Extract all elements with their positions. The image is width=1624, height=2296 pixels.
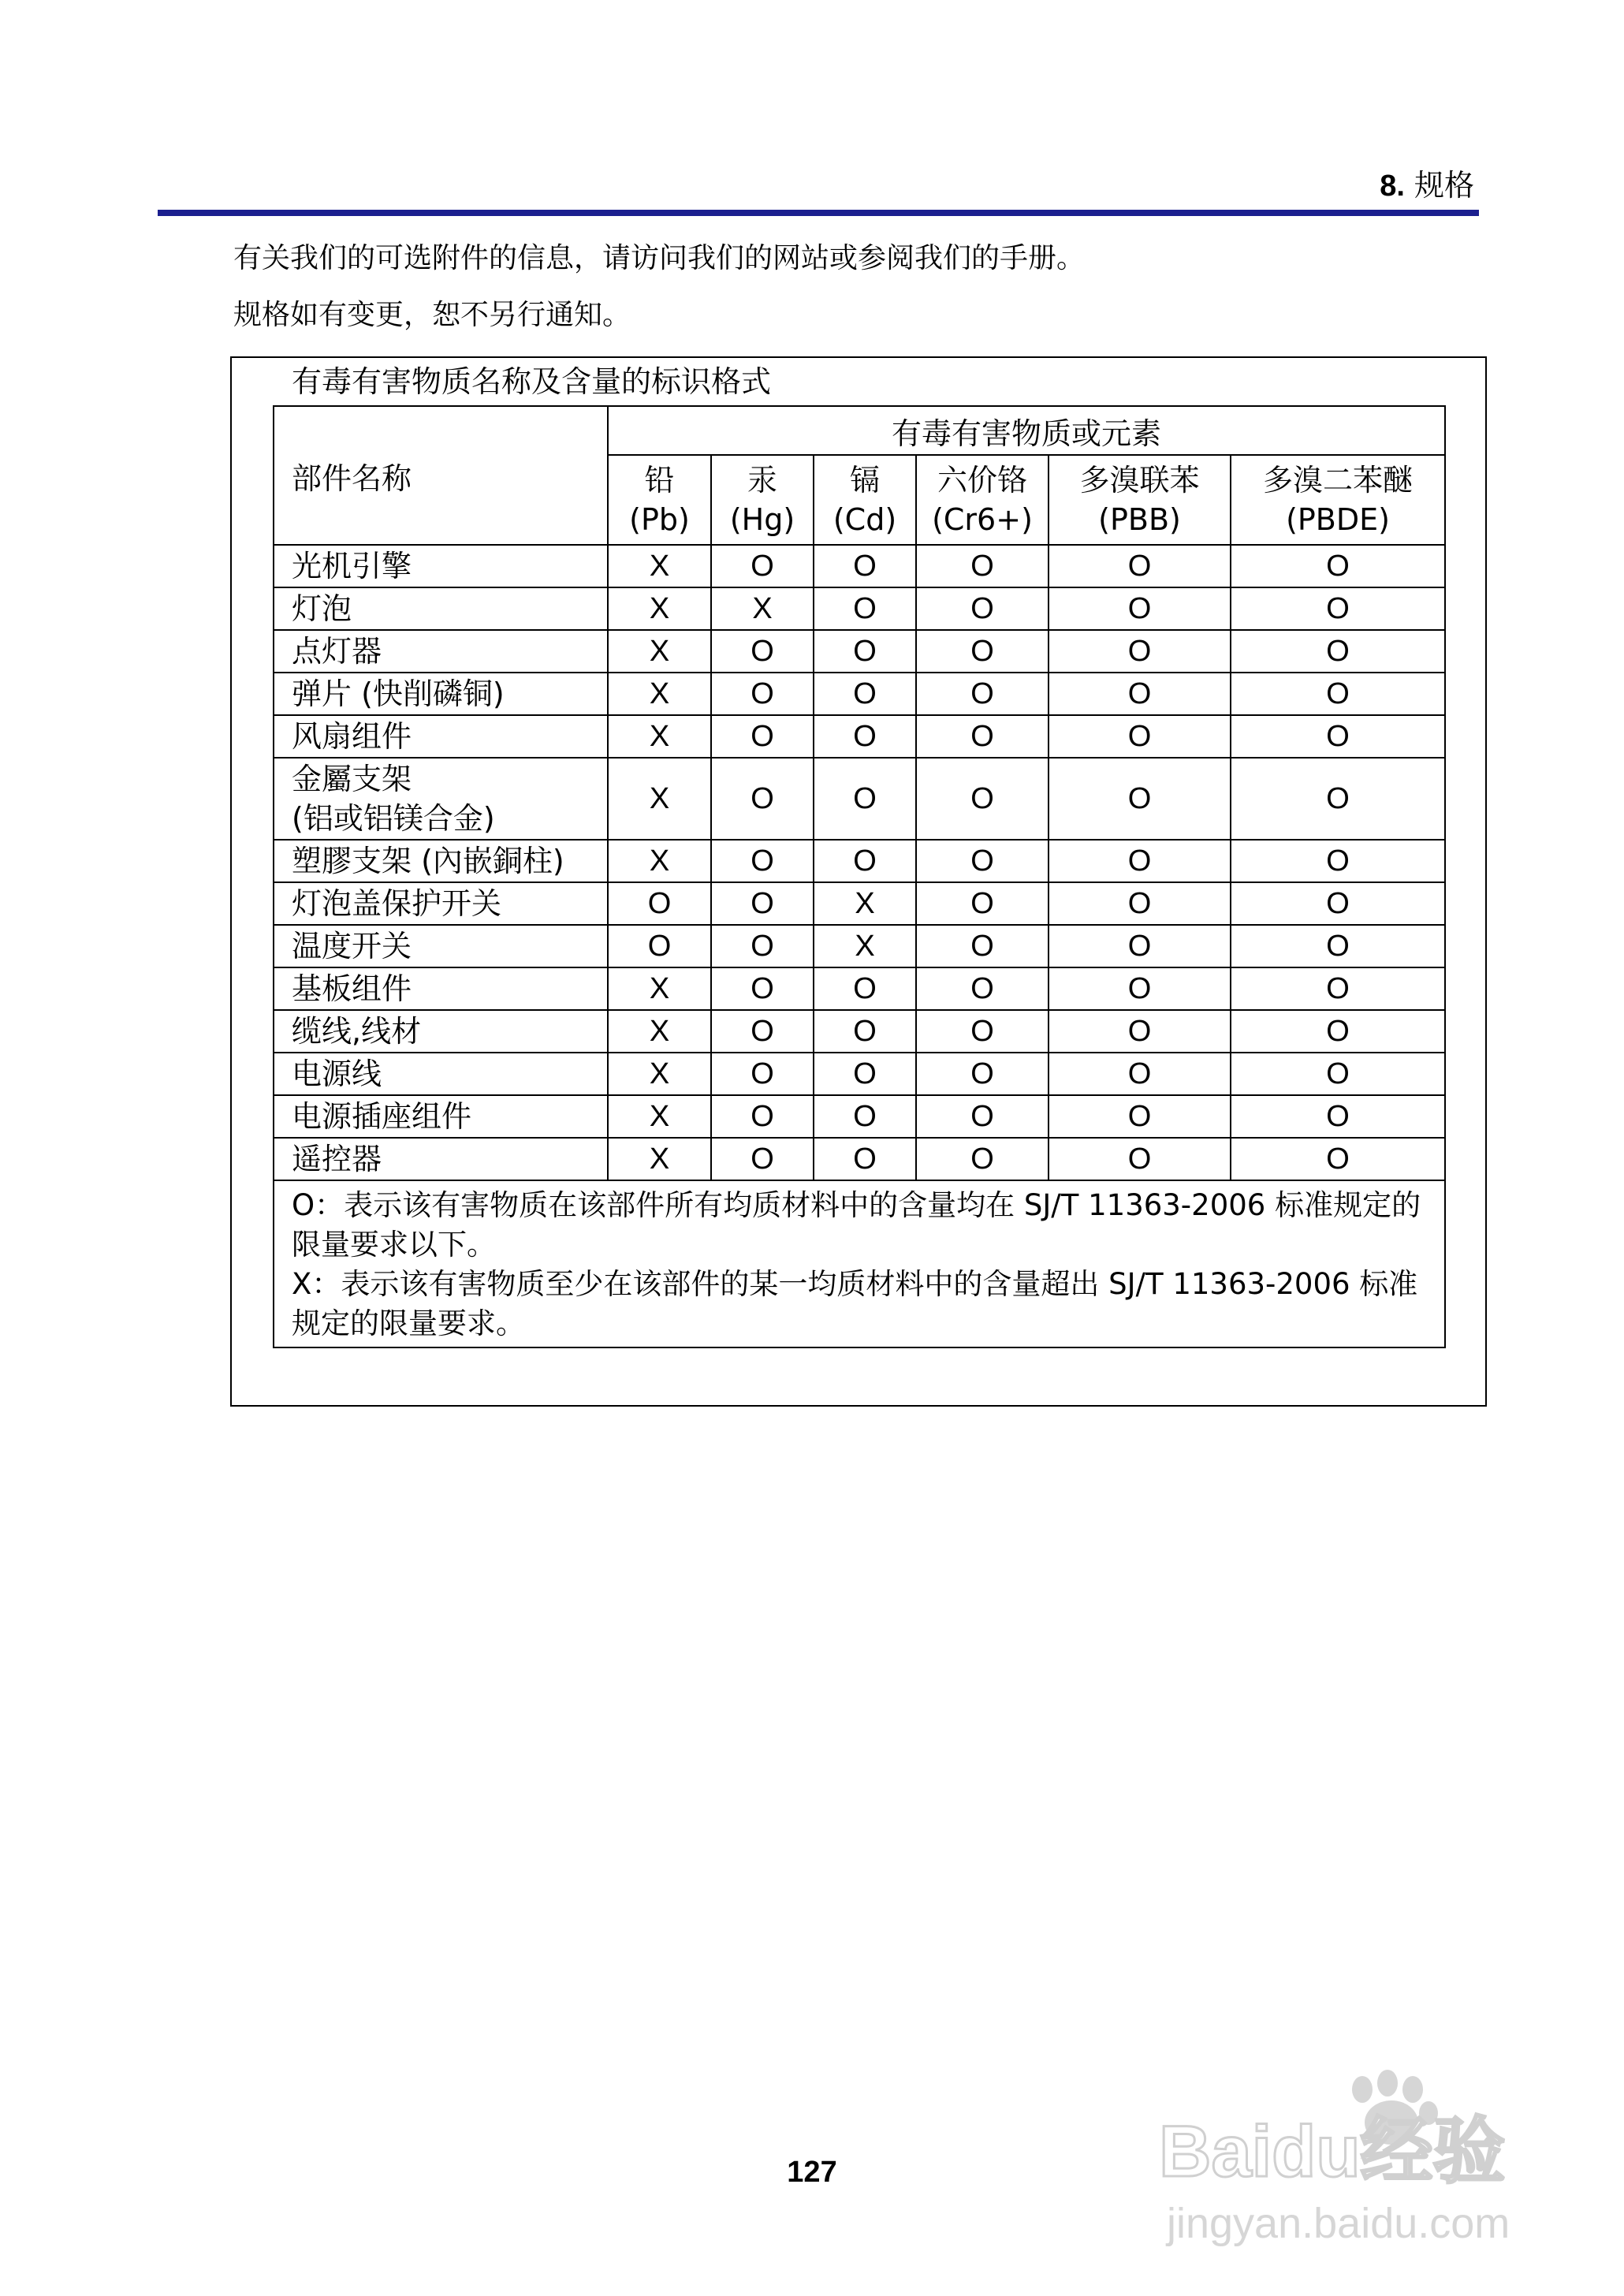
substance-mark-cell: O <box>1231 840 1445 882</box>
substance-mark-cell: O <box>916 1010 1049 1053</box>
part-name-cell: 塑膠支架 (內嵌銅柱) <box>274 840 608 882</box>
table-row <box>274 1053 1445 1095</box>
substance-mark-cell: O <box>916 587 1049 630</box>
substance-mark-cell: O <box>1049 715 1231 758</box>
substance-mark-cell: O <box>814 673 916 715</box>
part-name-cell: 风扇组件 <box>274 715 608 758</box>
element-header <box>711 455 814 545</box>
substance-mark-cell: O <box>608 882 711 925</box>
substance-mark-cell: O <box>1231 882 1445 925</box>
substance-mark-cell: X <box>814 882 916 925</box>
substance-mark-cell: O <box>916 758 1049 840</box>
table-row <box>274 840 1445 882</box>
element-header <box>1049 455 1231 545</box>
substance-mark-cell: O <box>711 840 814 882</box>
substance-mark-cell: O <box>916 630 1049 673</box>
header-divider <box>158 210 1479 216</box>
substance-mark-cell: X <box>608 630 711 673</box>
part-name-cell: 灯泡 <box>274 587 608 630</box>
substance-mark-cell: O <box>814 1095 916 1138</box>
substance-mark-cell: O <box>814 840 916 882</box>
table-row <box>274 967 1445 1010</box>
element-header <box>814 455 916 545</box>
substance-mark-cell: O <box>608 925 711 967</box>
substance-mark-cell: O <box>814 758 916 840</box>
substance-mark-cell: O <box>814 1138 916 1180</box>
substance-mark-cell: X <box>608 1010 711 1053</box>
substance-mark-cell: O <box>1231 715 1445 758</box>
part-name-cell: 温度开关 <box>274 925 608 967</box>
table-row <box>274 758 1445 840</box>
substance-mark-cell: X <box>608 758 711 840</box>
substance-mark-cell: O <box>916 925 1049 967</box>
part-name-cell: 弹片 (快削磷铜) <box>274 673 608 715</box>
watermark-url: jingyan.baidu.com <box>1167 2200 1510 2247</box>
table-row <box>274 673 1445 715</box>
substance-mark-cell: O <box>1049 840 1231 882</box>
element-symbol: (PBDE) <box>1286 502 1390 537</box>
substance-mark-cell: X <box>608 587 711 630</box>
element-header <box>1231 455 1445 545</box>
substance-mark-cell: O <box>814 587 916 630</box>
substance-mark-cell: O <box>1231 1095 1445 1138</box>
substance-mark-cell: X <box>608 1095 711 1138</box>
substance-mark-cell: O <box>814 715 916 758</box>
accessories-info-text: 有关我们的可选附件的信息，请访问我们的网站或参阅我们的手册。 <box>233 242 1086 274</box>
substance-mark-cell: O <box>711 545 814 587</box>
substance-mark-cell: O <box>1231 758 1445 840</box>
element-name: 多溴二苯醚 <box>1263 463 1414 498</box>
part-name-cell: 电源线 <box>274 1053 608 1095</box>
substance-mark-cell: O <box>1049 1053 1231 1095</box>
substance-mark-cell: O <box>711 673 814 715</box>
part-name-cell <box>274 758 608 840</box>
substance-mark-cell: O <box>1049 545 1231 587</box>
substance-mark-cell: O <box>711 630 814 673</box>
element-header <box>608 455 711 545</box>
substance-mark-cell: O <box>1049 758 1231 840</box>
element-name: 铅 <box>644 463 675 498</box>
rohs-table-caption: 有毒有害物质名称及含量的标识格式 <box>292 364 772 399</box>
table-row <box>274 715 1445 758</box>
substance-mark-cell: O <box>1049 1138 1231 1180</box>
substance-mark-cell: O <box>1231 925 1445 967</box>
element-name: 多溴联苯 <box>1079 463 1200 498</box>
substance-mark-cell: X <box>608 840 711 882</box>
substance-mark-cell: O <box>814 545 916 587</box>
substance-mark-cell: O <box>1231 545 1445 587</box>
substance-mark-cell: O <box>916 715 1049 758</box>
part-name-header: 部件名称 <box>274 406 608 545</box>
substance-mark-cell: O <box>711 882 814 925</box>
substance-mark-cell: O <box>1231 967 1445 1010</box>
section-header <box>1380 167 1474 204</box>
table-row <box>274 925 1445 967</box>
substance-mark-cell: O <box>1049 1010 1231 1053</box>
part-name-cell: 点灯器 <box>274 630 608 673</box>
spec-change-notice: 规格如有变更，恕不另行通知。 <box>233 299 631 331</box>
substance-mark-cell: O <box>814 967 916 1010</box>
substance-mark-cell: X <box>608 967 711 1010</box>
substance-mark-cell: O <box>711 1138 814 1180</box>
table-row <box>274 587 1445 630</box>
note-x: X：表示该有害物质至少在该部件的某一均质材料中的含量超出 SJ/T 11363-2006 标准规定的限量要求。 <box>292 1267 1418 1340</box>
hazardous-substances-header: 有毒有害物质或元素 <box>608 406 1445 455</box>
table-row <box>274 1095 1445 1138</box>
part-name-cell: 缆线,线材 <box>274 1010 608 1053</box>
substance-mark-cell: O <box>916 882 1049 925</box>
substance-mark-cell: O <box>814 1010 916 1053</box>
substance-mark-cell: O <box>814 630 916 673</box>
table-row <box>274 1010 1445 1053</box>
substance-mark-cell: O <box>1231 587 1445 630</box>
substance-mark-cell: O <box>1049 673 1231 715</box>
substance-mark-cell: O <box>711 1053 814 1095</box>
substance-mark-cell: X <box>608 715 711 758</box>
substance-mark-cell: O <box>814 1053 916 1095</box>
substance-mark-cell: X <box>711 587 814 630</box>
baidu-jingyan-watermark <box>1151 2066 1545 2271</box>
substance-mark-cell: O <box>1231 1138 1445 1180</box>
substance-mark-cell: O <box>711 967 814 1010</box>
table-row <box>274 882 1445 925</box>
substance-mark-cell: O <box>1049 587 1231 630</box>
part-name-cell: 电源插座组件 <box>274 1095 608 1138</box>
part-name-line: (铝或铝镁合金) <box>292 801 495 836</box>
element-symbol: (PBB) <box>1098 502 1181 537</box>
element-symbol: (Cd) <box>832 502 897 537</box>
substance-mark-cell: O <box>711 758 814 840</box>
substance-mark-cell: O <box>1231 630 1445 673</box>
note-o: O：表示该有害物质在该部件所有均质材料中的含量均在 SJ/T 11363-2006 标准规定的限量要求以下。 <box>292 1188 1421 1262</box>
page-number: 127 <box>787 2156 837 2189</box>
substance-mark-cell: O <box>916 840 1049 882</box>
substance-mark-cell: O <box>711 715 814 758</box>
substance-mark-cell: X <box>608 1138 711 1180</box>
element-symbol: (Hg) <box>729 502 795 537</box>
element-symbol: (Cr6+) <box>932 502 1033 537</box>
substance-mark-cell: O <box>916 1138 1049 1180</box>
substance-mark-cell: O <box>1049 925 1231 967</box>
part-name-cell: 遥控器 <box>274 1138 608 1180</box>
substance-mark-cell: O <box>1231 673 1445 715</box>
part-name-cell: 基板组件 <box>274 967 608 1010</box>
substance-mark-cell: X <box>608 1053 711 1095</box>
part-name-cell: 灯泡盖保护开关 <box>274 882 608 925</box>
notes-row <box>274 1180 1445 1347</box>
substance-mark-cell: O <box>916 1095 1049 1138</box>
element-symbol: (Pb) <box>629 502 690 537</box>
substance-mark-cell: X <box>814 925 916 967</box>
substance-mark-cell: O <box>711 1095 814 1138</box>
table-row <box>274 1138 1445 1180</box>
substance-mark-cell: O <box>1231 1010 1445 1053</box>
part-name-line: 金屬支架 <box>292 762 412 796</box>
substance-mark-cell: X <box>608 545 711 587</box>
substance-mark-cell: O <box>916 1053 1049 1095</box>
element-name: 镉 <box>849 463 880 498</box>
section-title: 规格 <box>1414 168 1474 203</box>
element-name: 六价铬 <box>937 463 1027 498</box>
substance-mark-cell: O <box>916 673 1049 715</box>
element-header <box>916 455 1049 545</box>
rohs-table <box>273 405 1446 1348</box>
substance-mark-cell: O <box>1049 882 1231 925</box>
table-row <box>274 545 1445 587</box>
watermark-brand: Baidu经验 <box>1159 2112 1506 2192</box>
substance-mark-cell: O <box>1049 630 1231 673</box>
substance-mark-cell: O <box>711 1010 814 1053</box>
substance-mark-cell: O <box>1049 1095 1231 1138</box>
rohs-table-body <box>274 545 1445 1180</box>
notes-cell <box>274 1180 1445 1347</box>
substance-mark-cell: O <box>1049 967 1231 1010</box>
element-name: 汞 <box>747 463 777 498</box>
table-row <box>274 630 1445 673</box>
substance-mark-cell: O <box>711 925 814 967</box>
substance-mark-cell: O <box>916 545 1049 587</box>
section-number: 8. <box>1380 170 1405 203</box>
substance-mark-cell: O <box>1231 1053 1445 1095</box>
part-name-cell: 光机引擎 <box>274 545 608 587</box>
substance-mark-cell: X <box>608 673 711 715</box>
substance-mark-cell: O <box>916 967 1049 1010</box>
